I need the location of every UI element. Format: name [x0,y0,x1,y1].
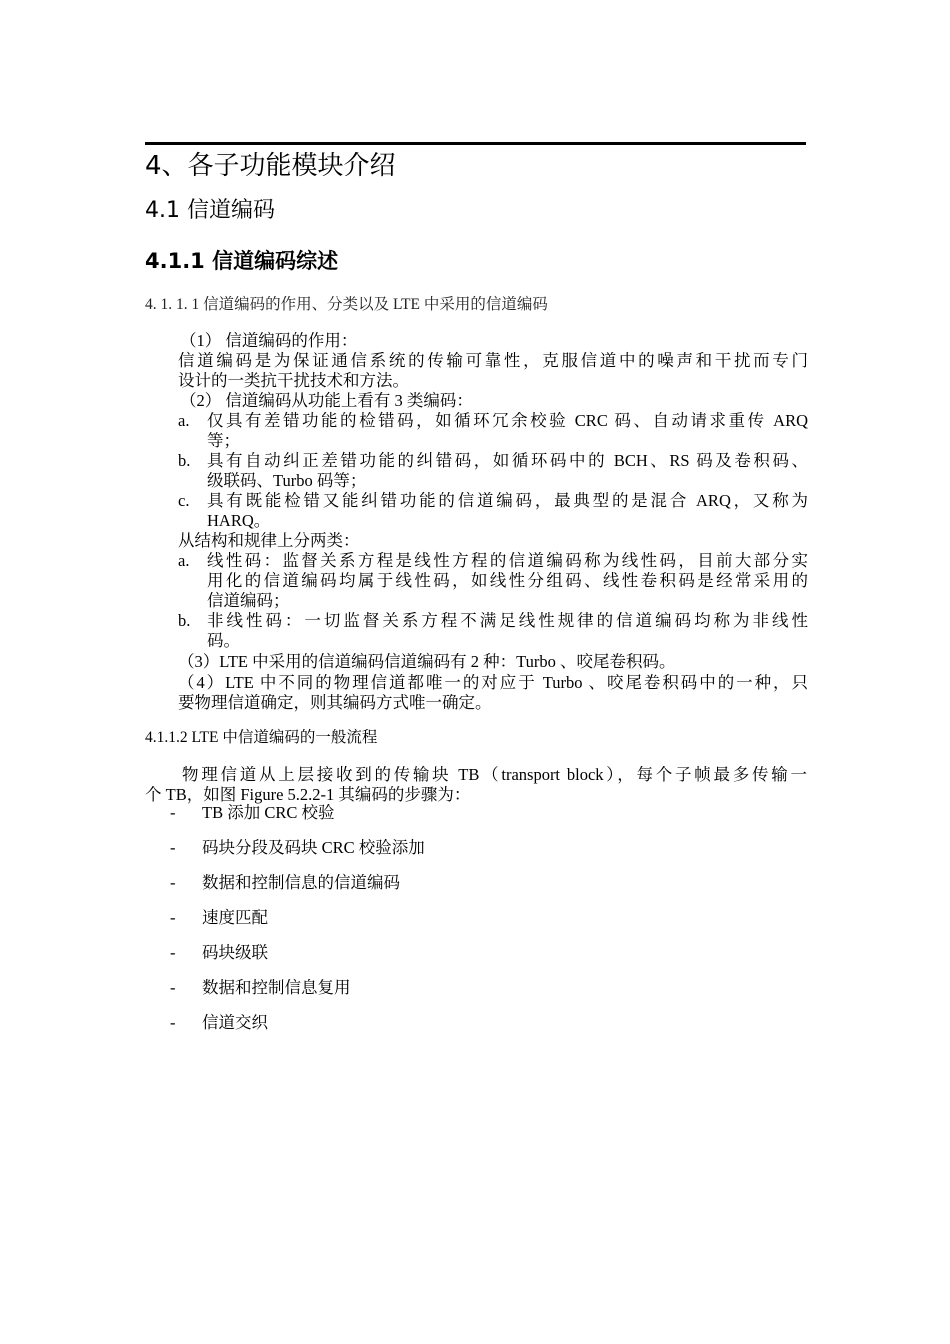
step-text: 信道交织 [202,1013,268,1032]
subsection-title: 4.1 信道编码 [145,198,275,223]
p3: （3）LTE 中采用的信道编码信道编码有 2 种：Turbo 、咬尾卷积码。 [178,652,676,671]
func-item-a [178,411,808,451]
step-text: 码块分段及码块 CRC 校验添加 [202,838,425,857]
p1-label: （1） 信道编码的作用： [180,331,358,350]
struct-item-a [178,551,808,611]
func-b-line1: 具有自动纠正差错功能的纠错码，如循环码中的 BCH、RS 码及卷积码、 [207,451,808,470]
struct-item-b [178,611,808,651]
intro-line1: 物理信道从上层接收到的传输块 TB（transport block），每个子帧最多传输一 [182,765,807,784]
intro-line2: 个 TB，如图 Figure 5.2.2-1 其编码的步骤为： [145,785,471,804]
dash-marker: - [170,873,176,892]
p2-label: （2） 信道编码从功能上看有 3 类编码： [180,391,473,410]
func-c-line2: HARQ。 [207,511,271,530]
dash-marker: - [170,838,176,857]
struct-b-line1: 非线性码：一切监督关系方程不满足线性规律的信道编码均称为非线性 [207,611,808,630]
func-c-marker: c. [178,491,190,510]
part1-body [178,331,808,713]
step-text: 数据和控制信息的信道编码 [202,873,400,892]
func-a-line1: 仅具有差错功能的检错码，如循环冗余校验 CRC 码、自动请求重传 ARQ [207,411,808,430]
func-c-line1: 具有既能检错又能纠错功能的信道编码，最典型的是混合 ARQ，又称为 [207,491,808,510]
func-b-marker: b. [178,451,191,470]
p1-line2: 设计的一类抗干扰技术和方法。 [178,371,409,390]
struct-a-line3: 信道编码； [207,591,290,610]
step-text: 速度匹配 [202,908,268,927]
p4-line1: （4）LTE 中不同的物理信道都唯一的对应于 Turbo 、咬尾卷积码中的一种，只 [178,673,808,692]
section-title: 4、各子功能模块介绍 [145,151,396,181]
struct-a-line1: 线性码：监督关系方程是线性方程的信道编码称为线性码，目前大部分实 [207,551,808,570]
func-a-line2: 等； [207,431,240,450]
dash-marker: - [170,1013,176,1032]
struct-b-line2: 码。 [207,631,240,650]
func-item-c [178,491,808,531]
step-text: TB 添加 CRC 校验 [202,803,335,822]
header-rule [145,142,806,145]
p1-line1: 信道编码是为保证通信系统的传输可靠性，克服信道中的噪声和干扰而专门 [178,351,808,370]
func-b-line2: 级联码、Turbo 码等； [207,471,367,490]
struct-label: 从结构和规律上分两类： [178,531,360,550]
dash-marker: - [170,803,176,822]
heading-4-1-1-1: 4. 1. 1. 1 信道编码的作用、分类以及 LTE 中采用的信道编码 [145,296,548,313]
func-a-marker: a. [178,411,190,430]
part2-intro [145,765,807,805]
func-item-b [178,451,808,491]
heading-4-1-1-2: 4.1.1.2 LTE 中信道编码的一般流程 [145,729,378,746]
subsubsection-title: 4.1.1 信道编码综述 [145,249,339,273]
dash-marker: - [170,978,176,997]
p4-line2: 要物理信道确定，则其编码方式唯一确定。 [178,693,492,712]
struct-b-marker: b. [178,611,191,630]
struct-a-line2: 用化的信道编码均属于线性码，如线性分组码、线性卷积码是经常采用的 [207,571,808,590]
dash-marker: - [170,908,176,927]
dash-marker: - [170,943,176,962]
step-text: 码块级联 [202,943,268,962]
struct-a-marker: a. [178,551,190,570]
step-text: 数据和控制信息复用 [202,978,351,997]
